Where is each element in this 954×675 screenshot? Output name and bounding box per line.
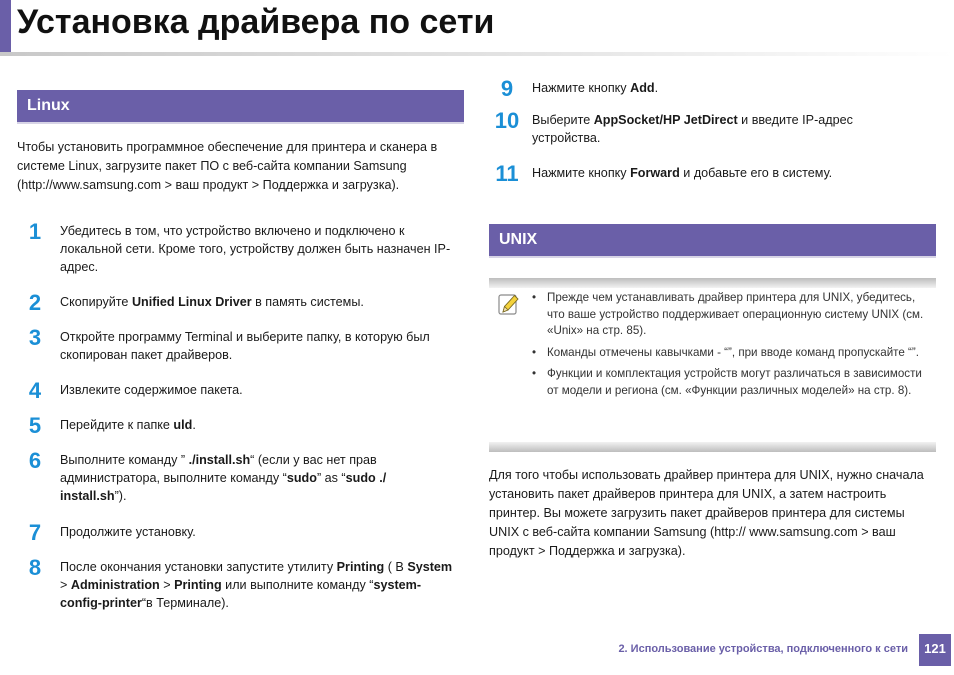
note-top-rule — [489, 278, 936, 288]
step-text: Нажмите кнопку Forward и добавьте его в систему. — [532, 166, 833, 180]
title-accent-bar — [0, 0, 11, 52]
note-list — [531, 290, 931, 404]
step-text: Нажмите кнопку Add. — [532, 81, 659, 95]
step-text: Перейдите к папке uld. — [60, 418, 196, 432]
section-header-linux — [17, 90, 464, 122]
step-number: 2 — [28, 290, 42, 315]
step-number: 5 — [28, 413, 42, 438]
note-item: • Прежде чем устанавливать драйвер принтера для UNIX, убедитесь, что ваше устройство поддерживает операционную систему UNIX (см. «Unix» на стр. 85). — [531, 290, 931, 340]
step-text: После окончания установки запустите утилиту Printing ( В System > Administration > Printing или выполните команду “system-config-printer“в Терминале). — [60, 560, 453, 610]
step-number: 1 — [28, 219, 42, 244]
note-bottom-rule — [489, 442, 936, 452]
step-number: 11 — [495, 161, 519, 186]
step-number: 6 — [28, 448, 42, 473]
note-box — [489, 278, 936, 452]
linux-intro: Чтобы установить программное обеспечение для принтера и сканера в системе Linux, загрузите пакет ПО с веб-сайта компании Samsung (http://www.samsung.com > ваш продукт > Поддержка и загрузка). — [17, 140, 438, 192]
step-text: Продолжите установку. — [60, 525, 196, 539]
note-item: • Функции и комплектация устройств могут различаться в зависимости от модели и региона (см. «Функции различных моделей» на стр. 8). — [531, 366, 931, 399]
section-header-linux-label: Linux — [27, 97, 70, 114]
title-divider — [0, 52, 954, 56]
page-number: 121 — [919, 634, 951, 666]
step-number: 9 — [500, 76, 514, 101]
note-item: • Команды отмечены кавычками - “”, при вводе команд пропускайте “”. — [531, 345, 931, 362]
section-header-unix-label: UNIX — [499, 231, 538, 248]
page-title: Установка драйвера по сети — [17, 3, 495, 41]
step-text: Извлеките содержимое пакета. — [60, 383, 243, 397]
step-number: 10 — [494, 108, 520, 133]
step-number: 8 — [28, 555, 42, 580]
step-text: Выполните команду ” ./install.sh“ (если у вас нет прав администратора, выполните команду “sudo” as “sudo ./ install.sh”). — [60, 453, 387, 503]
section-header-unix — [489, 224, 936, 256]
note-pencil-icon — [497, 292, 521, 316]
step-number: 3 — [28, 325, 42, 350]
step-number: 7 — [28, 520, 42, 545]
step-text: Скопируйте Unified Linux Driver в память системы. — [60, 295, 364, 309]
step-text: Откройте программу Terminal и выберите папку, в которую был скопирован пакет драйверов. — [60, 330, 430, 362]
unix-body: Для того чтобы использовать драйвер принтера для UNIX, нужно сначала установить пакет драйверов принтера для UNIX, а затем настроить принтер. Вы можете загрузить пакет драйверов принтера для системы UNIX с веб-сайта компании Samsung (http:// www.samsung.com > ваш продукт > Поддержка и загрузка). — [489, 468, 924, 558]
footer-chapter: 2. Использование устройства, подключенного к сети — [618, 643, 908, 655]
step-text: Выберите AppSocket/HP JetDirect и введите IP-адрес устройства. — [532, 113, 853, 145]
step-text: Убедитесь в том, что устройство включено и подключено к локальной сети. Кроме того, устройству должен быть назначен IP-адрес. — [60, 224, 451, 274]
step-number: 4 — [28, 378, 42, 403]
